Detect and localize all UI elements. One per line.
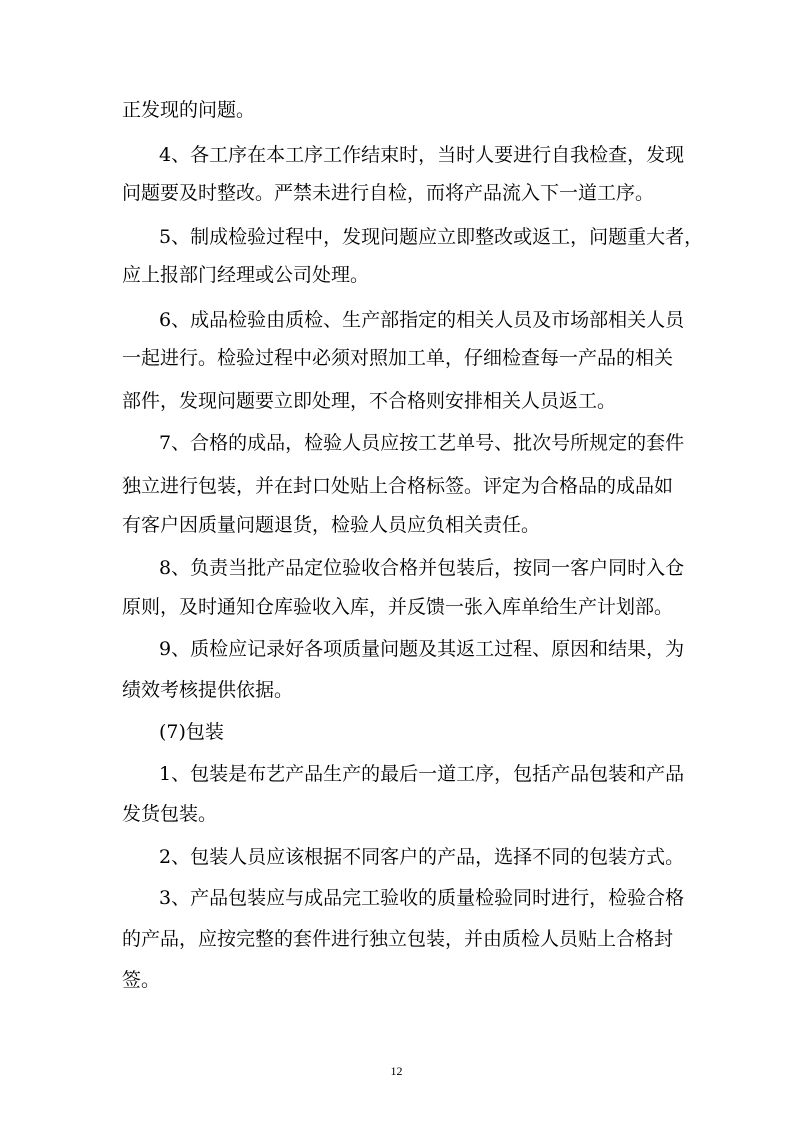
paragraph-line: 的产品，应按完整的套件进行独立包装，并由质检人员贴上合格封 [122, 928, 674, 950]
paragraph-line: 7、合格的成品，检验人员应按工艺单号、批次号所规定的套件 [159, 432, 685, 454]
paragraph-line: 3、产品包装应与成品完工验收的质量检验同时进行，检验合格 [159, 887, 685, 909]
paragraph-line: 部件，发现问题要立即处理，不合格则安排相关人员返工。 [122, 390, 617, 412]
section-heading: (7)包装 [159, 721, 224, 743]
paragraph-line: 1、包装是布艺产品生产的最后一道工序，包括产品包装和产品 [159, 763, 685, 785]
paragraph-line: 4、各工序在本工序工作结束时，当时人要进行自我检查，发现 [159, 144, 685, 166]
paragraph-line: 一起进行。检验过程中必须对照加工单，仔细检查每一产品的相关 [122, 347, 674, 369]
paragraph-line: 问题要及时整改。严禁未进行自检，而将产品流入下一道工序。 [122, 182, 655, 204]
paragraph-line: 8、负责当批产品定位验收合格并包装后，按同一客户同时入仓 [159, 557, 685, 579]
paragraph-line: 9、质检应记录好各项质量问题及其返工过程、原因和结果，为 [159, 638, 685, 660]
paragraph-line: 正发现的问题。 [122, 99, 256, 121]
page-number: 12 [390, 1064, 403, 1078]
paragraph-line: 发货包装。 [122, 803, 218, 825]
paragraph-line: 2、包装人员应该根据不同客户的产品，选择不同的包装方式。 [159, 846, 685, 868]
paragraph-line: 6、成品检验由质检、生产部指定的相关人员及市场部相关人员 [159, 309, 685, 331]
paragraph-line: 有客户因质量问题退货，检验人员应负相关责任。 [122, 514, 541, 536]
paragraph-line: 独立进行包装，并在封口处贴上合格标签。评定为合格品的成品如 [122, 475, 674, 497]
paragraph-line: 5、制成检验过程中，发现问题应立即整改或返工，问题重大者， [159, 226, 704, 248]
paragraph-line: 绩效考核提供依据。 [122, 679, 294, 701]
paragraph-line: 原则，及时通知仓库验收入库，并反馈一张入库单给生产计划部。 [122, 596, 674, 618]
paragraph-line: 应上报部门经理或公司处理。 [122, 264, 370, 286]
paragraph-line: 签。 [122, 969, 161, 991]
